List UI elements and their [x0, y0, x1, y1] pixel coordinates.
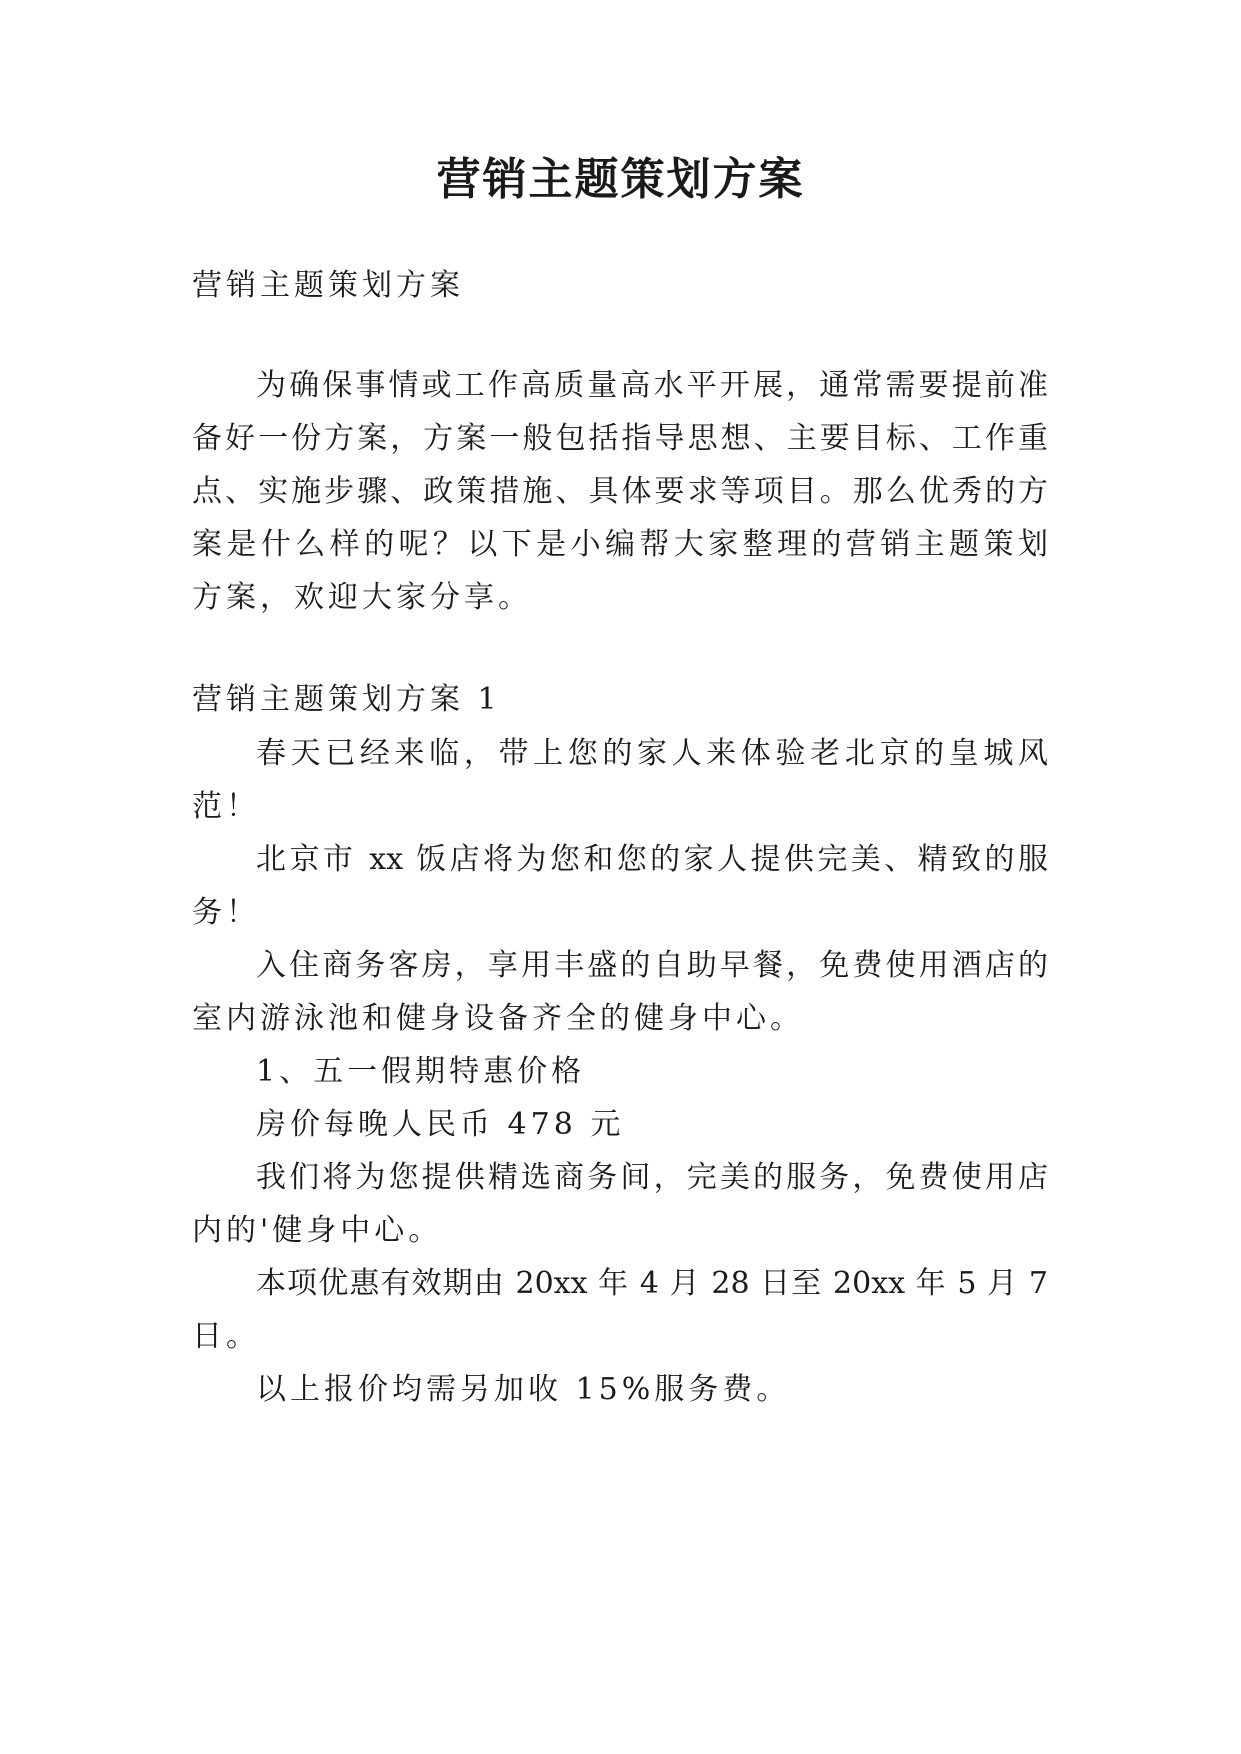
section-heading: 营销主题策划方案 1: [192, 682, 501, 717]
body-line: 入住商务客房，享用丰盛的自助早餐，免费使用酒店的: [256, 948, 1048, 983]
intro-line: 案是什么样的呢？以下是小编帮大家整理的营销主题策划: [192, 527, 1048, 562]
body-line: 本项优惠有效期由 20xx 年 4 月 28 日至 20xx 年 5 月 7: [256, 1266, 1048, 1301]
intro-line: 为确保事情或工作高质量高水平开展，通常需要提前准: [256, 368, 1048, 403]
intro-line: 方案，欢迎大家分享。: [192, 580, 532, 615]
body-line: 以上报价均需另加收 15%服务费。: [256, 1372, 791, 1407]
body-line: 我们将为您提供精选商务间，完美的服务，免费使用店: [256, 1160, 1048, 1195]
document-title: 营销主题策划方案: [436, 154, 805, 205]
body-line: 范！: [192, 789, 260, 824]
body-line: 室内游泳池和健身设备齐全的健身中心。: [192, 1001, 804, 1036]
body-line: 日。: [192, 1319, 260, 1354]
intro-line: 点、实施步骤、政策措施、具体要求等项目。那么优秀的方: [192, 474, 1048, 509]
body-line: 1、五一假期特惠价格: [256, 1054, 586, 1089]
intro-line: 备好一份方案，方案一般包括指导思想、主要目标、工作重: [192, 421, 1048, 456]
document-subtitle: 营销主题策划方案: [192, 268, 464, 303]
body-line: 北京市 xx 饭店将为您和您的家人提供完美、精致的服: [256, 842, 1048, 877]
body-line: 房价每晚人民币 478 元: [256, 1107, 625, 1142]
body-line: 内的'健身中心。: [192, 1213, 443, 1248]
body-line: 务！: [192, 895, 260, 930]
body-line: 春天已经来临，带上您的家人来体验老北京的皇城风: [256, 736, 1048, 771]
